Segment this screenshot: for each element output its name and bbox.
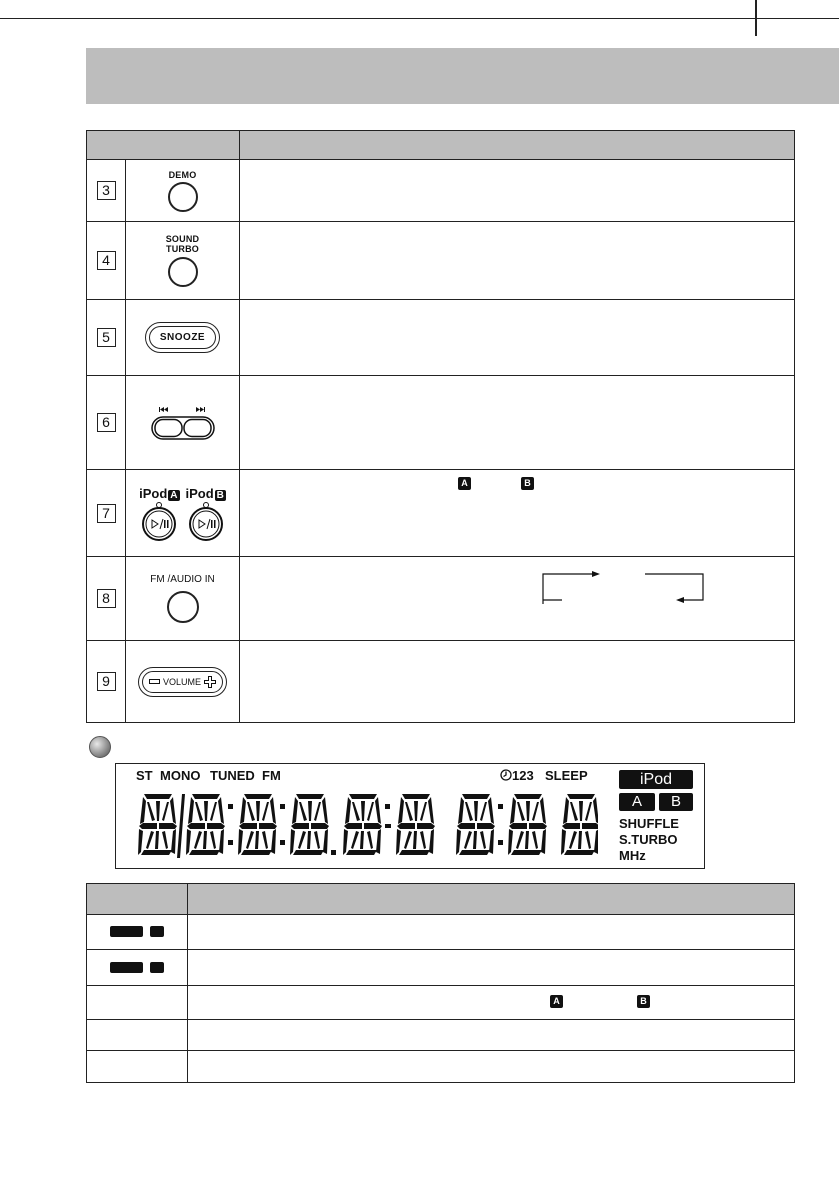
header-cell-indicator <box>87 884 188 915</box>
row-number: 6 <box>97 413 116 432</box>
lcd-ipod-b-indicator: B <box>659 793 693 811</box>
indicator-square-icon <box>150 962 164 973</box>
digit-6 <box>396 794 435 855</box>
table-row <box>87 950 795 986</box>
lcd-ipod-indicator: iPod <box>619 770 693 789</box>
table-row <box>87 557 795 641</box>
minus-icon <box>149 679 160 684</box>
header-cell-description <box>240 131 795 160</box>
description-cell <box>240 641 795 723</box>
indicator-cell <box>87 1051 188 1083</box>
description-cell <box>240 160 795 222</box>
digit-7 <box>456 794 495 855</box>
lcd-st-indicator: ST <box>136 768 153 783</box>
ipod-a-control <box>139 486 179 541</box>
indicator-cell <box>87 1020 188 1051</box>
snooze-button[interactable] <box>145 322 220 353</box>
lcd-mono-indicator: MONO <box>160 768 201 783</box>
ipod-a-play-pause-button[interactable] <box>139 501 179 541</box>
table-row <box>87 1020 795 1051</box>
source-cycle-arrows <box>540 571 708 605</box>
digit-9 <box>561 794 598 855</box>
section-bullet-icon <box>89 736 111 758</box>
ipod-b-play-pause-button[interactable] <box>186 501 226 541</box>
table-row <box>87 376 795 470</box>
indicators-table-header <box>87 884 795 915</box>
indicator-square-icon <box>150 926 164 937</box>
digit-5 <box>343 794 382 855</box>
digit-8 <box>508 794 547 855</box>
lcd-sturbo-indicator: S.TURBO <box>619 832 678 847</box>
page-edge-mark <box>755 0 757 36</box>
section-header-band <box>86 48 839 104</box>
demo-label: DEMO <box>168 169 197 180</box>
lcd-fm-indicator: FM <box>262 768 281 783</box>
lcd-alarm-indicator <box>500 768 534 783</box>
snooze-label: SNOOZE <box>149 326 216 349</box>
controls-table <box>86 130 795 723</box>
skip-back-icon <box>159 407 168 412</box>
table-row <box>87 160 795 222</box>
fm-audio-in-button[interactable] <box>167 591 199 623</box>
ipod-a-label: iPod <box>139 485 168 501</box>
lcd-sleep-indicator: SLEEP <box>545 768 588 783</box>
table-row <box>87 222 795 300</box>
description-cell <box>240 470 795 557</box>
header-cell-control <box>87 131 240 160</box>
table-row <box>87 470 795 557</box>
description-cell <box>240 300 795 376</box>
lcd-mhz-indicator: MHz <box>619 848 646 863</box>
table-row <box>87 641 795 723</box>
table-row <box>87 986 795 1020</box>
ipod-a-chip: A <box>458 477 471 490</box>
indicator-cell <box>87 950 188 986</box>
row-number: 5 <box>97 328 116 347</box>
turbo-label: TURBO <box>166 244 199 254</box>
digit-2 <box>186 794 225 855</box>
row-number: 3 <box>97 181 116 200</box>
row-number: 9 <box>97 672 116 691</box>
indicator-bar-icon <box>110 926 143 937</box>
lcd-display <box>115 763 705 869</box>
meaning-cell <box>188 1051 795 1083</box>
ipod-b-chip: B <box>521 477 534 490</box>
clock-icon <box>500 769 512 781</box>
ipod-b-badge: B <box>216 489 224 501</box>
digit-3 <box>238 794 277 855</box>
sound-label: SOUND <box>165 234 200 244</box>
digit-1 <box>138 794 177 855</box>
top-rule <box>0 18 839 19</box>
lcd-shuffle-indicator: SHUFFLE <box>619 816 679 831</box>
lcd-segment-digits <box>138 792 598 862</box>
indicator-cell <box>87 986 188 1020</box>
skip-forward-icon <box>196 407 205 412</box>
ipod-b-label: iPod <box>185 485 214 501</box>
volume-rocker[interactable] <box>138 667 227 697</box>
skip-buttons[interactable] <box>150 406 216 440</box>
digit-4 <box>290 794 329 855</box>
table-row <box>87 915 795 950</box>
description-cell <box>240 222 795 300</box>
ipod-b-control <box>186 486 226 541</box>
indicator-cell <box>87 915 188 950</box>
table-row <box>87 1051 795 1083</box>
meaning-cell <box>188 915 795 950</box>
indicators-table <box>86 883 795 1083</box>
ipod-b-chip: B <box>637 995 650 1008</box>
lcd-ipod-a-indicator: A <box>619 793 655 811</box>
description-cell <box>240 557 795 641</box>
fm-audio-in-label: FM /AUDIO IN <box>150 573 215 585</box>
demo-button[interactable] <box>168 182 198 212</box>
indicator-bar-icon <box>110 962 143 973</box>
header-cell-meaning <box>188 884 795 915</box>
ipod-a-badge: A <box>170 489 178 501</box>
description-cell <box>240 376 795 470</box>
row-number: 8 <box>97 589 116 608</box>
ipod-a-chip: A <box>550 995 563 1008</box>
plus-icon <box>204 676 216 688</box>
row-number: 4 <box>97 251 116 270</box>
lcd-tuned-indicator: TUNED <box>210 768 255 783</box>
controls-table-header <box>87 131 795 160</box>
slash-separator <box>177 794 185 858</box>
meaning-cell <box>188 986 795 1020</box>
sound-turbo-button[interactable] <box>168 257 198 287</box>
lcd-alarm-number: 123 <box>512 768 534 783</box>
volume-label: VOLUME <box>162 676 201 687</box>
row-number: 7 <box>97 504 116 523</box>
meaning-cell <box>188 1020 795 1051</box>
table-row <box>87 300 795 376</box>
meaning-cell <box>188 950 795 986</box>
